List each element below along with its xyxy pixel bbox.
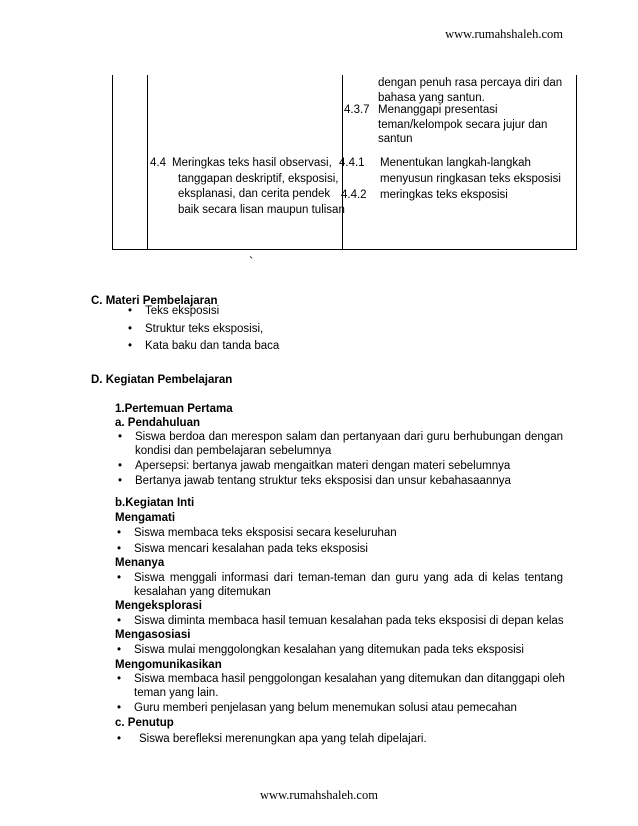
bullet-icon: •	[117, 673, 122, 685]
indicator-text: Menanggapi presentasi	[378, 104, 498, 116]
indicator-text: teman/kelompok secara jujur dan	[378, 119, 548, 131]
list-item-continued: kesalahan yang ditemukan	[134, 586, 271, 598]
mengomunikasikan-heading: Mengomunikasikan	[115, 659, 222, 671]
section-d-title: D. Kegiatan Pembelajaran	[91, 374, 233, 386]
indicator-text: meringkas teks eksposisi	[380, 189, 508, 201]
indicator-text: Menentukan langkah-langkah	[380, 157, 531, 169]
list-item: Siswa membaca hasil penggolongan kesalahan yang ditemukan dan ditanggapi oleh	[134, 673, 565, 685]
mengamati-heading: Mengamati	[115, 512, 176, 524]
indicator-text: dengan penuh rasa percaya diri dan	[378, 77, 563, 89]
list-item: Bertanya jawab tentang struktur teks eksposisi dan unsur kebahasaannya	[135, 475, 511, 487]
inti-title: b.Kegiatan Inti	[115, 497, 195, 509]
meeting-title: 1.Pertemuan Pertama	[115, 403, 233, 415]
bullet-icon: •	[128, 305, 133, 317]
section-c-title: C. Materi Pembelajaran	[91, 295, 218, 307]
list-item: Siswa diminta membaca hasil temuan kesalahan pada teks eksposisi di depan kelas	[134, 615, 564, 627]
kd-text: Meringkas teks hasil observasi,	[172, 157, 332, 169]
indicator-number: 4.4.2	[341, 189, 367, 201]
bullet-icon: •	[118, 460, 123, 472]
list-item-continued: teman yang lain.	[134, 687, 219, 699]
pendahuluan-title: a. Pendahuluan	[115, 417, 200, 429]
bullet-icon: •	[128, 322, 133, 335]
bullet-icon: •	[117, 702, 122, 714]
bullet-icon: •	[117, 644, 122, 656]
indicator-text: bahasa yang santun.	[378, 92, 485, 104]
bullet-icon: •	[117, 572, 122, 584]
bullet-icon: •	[117, 733, 122, 745]
list-item-continued: kondisi dan pembelajaran sebelumnya	[135, 445, 332, 457]
list-item: • Teks eksposisi	[128, 303, 279, 321]
penutup-title: c. Penutup	[115, 717, 174, 729]
bullet-icon: •	[117, 527, 122, 539]
kd-text: eksplanasi, dan cerita pendek	[178, 188, 331, 200]
menanya-heading: Menanya	[115, 557, 165, 569]
header-url[interactable]: www.rumahshaleh.com	[445, 27, 563, 41]
kd-text: baik secara lisan maupun tulisan	[178, 204, 345, 216]
list-item: Siswa berdoa dan merespon salam dan pertanyaan dari guru berhubungan dengan	[135, 431, 563, 443]
bullet-icon: •	[118, 475, 123, 487]
list-item: Siswa membaca teks eksposisi secara keseluruhan	[134, 527, 397, 539]
indicator-text: menyusun ringkasan teks eksposisi	[380, 173, 561, 185]
list-item: Apersepsi: bertanya jawab mengaitkan materi dengan materi sebelumnya	[135, 460, 511, 472]
indicator-number: 4.3.7	[344, 104, 370, 116]
kd-number: 4.4	[150, 157, 166, 169]
stray-mark: `	[249, 254, 254, 269]
kd-text: tanggapan deskriptif, eksposisi,	[178, 173, 339, 185]
materi-list	[128, 303, 279, 356]
bullet-icon: •	[118, 431, 123, 443]
indicator-number: 4.4.1	[339, 157, 365, 169]
list-item: Siswa mencari kesalahan pada teks eksposisi	[134, 543, 368, 555]
list-item: Siswa menggali informasi dari teman-teman dan guru yang ada di kelas tentang	[134, 572, 563, 584]
indicator-text: santun	[378, 133, 413, 145]
list-item: • Struktur teks eksposisi,	[128, 321, 279, 339]
list-item: • Kata baku dan tanda baca	[128, 338, 279, 356]
bullet-icon: •	[117, 615, 122, 627]
bullet-icon: •	[117, 543, 122, 555]
list-item: Siswa mulai menggolongkan kesalahan yang ditemukan pada teks eksposisi	[134, 644, 524, 656]
table-divider	[147, 75, 148, 249]
footer-url[interactable]: www.rumahshaleh.com	[260, 788, 378, 802]
list-item: Guru memberi penjelasan yang belum menemukan solusi atau pemecahan	[134, 702, 517, 714]
mengasosiasi-heading: Mengasosiasi	[115, 629, 191, 641]
bullet-icon: •	[128, 340, 133, 352]
mengeksplorasi-heading: Mengeksplorasi	[115, 600, 202, 612]
list-item: Siswa berefleksi merenungkan apa yang telah dipelajari.	[139, 733, 427, 745]
